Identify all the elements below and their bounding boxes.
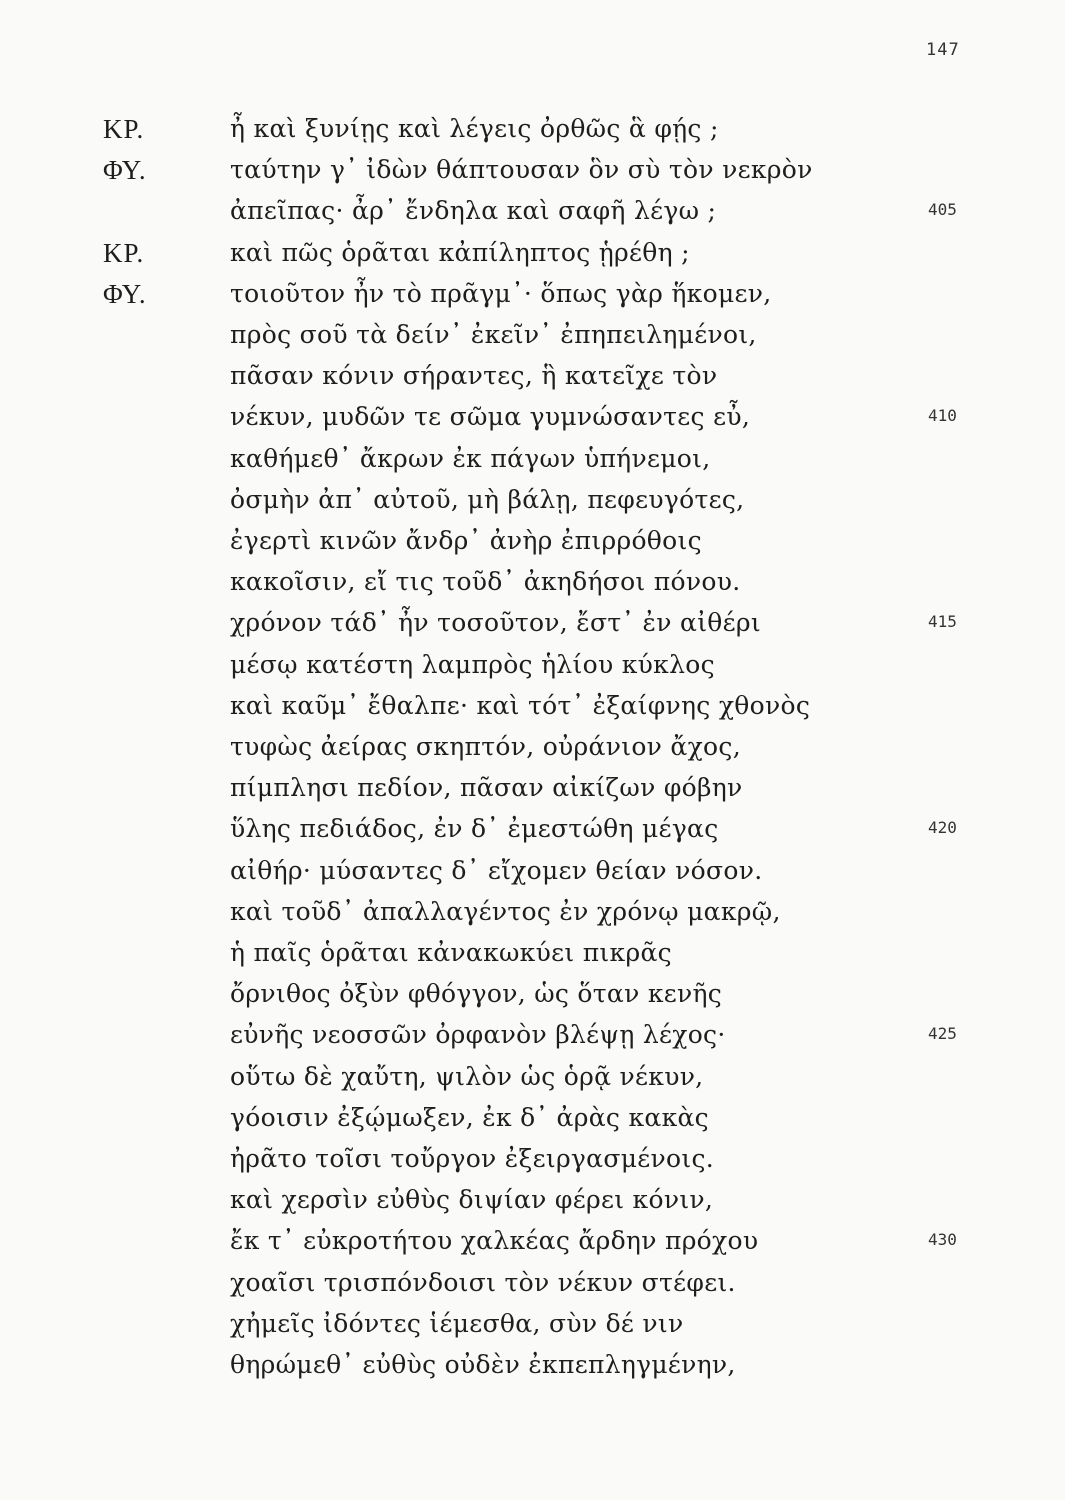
verse-text: τυφὼς ἀείρας σκηπτόν, οὐράνιον ἄχος, [230, 732, 741, 761]
line-number: 430 [928, 1230, 957, 1250]
verse-line [0, 852, 1065, 898]
verse-line [0, 1058, 1065, 1104]
verse-text: χἠμεῖς ἰδόντες ἱέμεσθα, σὺν δέ νιν [230, 1308, 684, 1338]
verse-line [0, 893, 1065, 939]
verse-text: ἔκ τ᾽ εὐκροτήτου χαλκέας ἄρδην πρόχου [230, 1226, 759, 1256]
speaker-label: ΦΥ. [103, 278, 147, 309]
verse-line [0, 398, 1065, 444]
verse-text: χοαῖσι τρισπόνδοισι τὸν νέκυν στέφει. [230, 1267, 736, 1297]
speaker-label: ΚΡ. [103, 114, 145, 144]
verse-text: μέσῳ κατέστη λαμπρὸς ἡλίου κύκλος [230, 649, 715, 679]
verse-line [0, 275, 1065, 321]
verse-text: ἦ καὶ ξυνίῃς καὶ λέγεις ὀρθῶς ἃ φῄς ; [230, 114, 719, 143]
verse-line [0, 440, 1065, 486]
verse-line [0, 522, 1065, 568]
verse-line [0, 481, 1065, 527]
verse-text: ἡ παῖς ὁρᾶται κἀνακωκύει πικρᾶς [230, 938, 672, 967]
verse-line [0, 604, 1065, 650]
verse-text: ταύτην γ᾽ ἰδὼν θάπτουσαν ὃν σὺ τὸν νεκρὸν [230, 155, 813, 185]
verse-line [0, 1181, 1065, 1227]
verse-text: ἠρᾶτο τοῖσι τοὔργον ἐξειργασμένοις. [230, 1144, 715, 1173]
verse-text: κακοῖσιν, εἴ τις τοῦδ᾽ ἀκηδήσοι πόνου. [230, 567, 741, 597]
verse-line [0, 1099, 1065, 1145]
verse-text: ἐγερτὶ κινῶν ἄνδρ᾽ ἀνὴρ ἐπιρρόθοις [230, 526, 702, 555]
verse-text: τοιοῦτον ἦν τὸ πρᾶγμ᾽· ὅπως γὰρ ἥκομεν, [230, 278, 772, 308]
verse-line [0, 151, 1065, 197]
verse-line [0, 110, 1065, 156]
verse-line [0, 357, 1065, 403]
verse-text: πρὸς σοῦ τὰ δείν᾽ ἐκεῖν᾽ ἐπηπειλημένοι, [230, 320, 757, 349]
verse-line [0, 1264, 1065, 1310]
verse-text: καὶ καῦμ᾽ ἔθαλπε· καὶ τότ᾽ ἐξαίφνης χθονὸς [230, 690, 811, 720]
verse-line [0, 234, 1065, 280]
speaker-label: ΦΥ. [103, 155, 147, 186]
verse-line [0, 1016, 1065, 1062]
verse-text: καὶ πῶς ὁρᾶται κἀπίληπτος ᾑρέθη ; [230, 237, 690, 267]
verse-line [0, 1222, 1065, 1268]
verse-text: πᾶσαν κόνιν σήραντες, ἣ κατεῖχε τὸν [230, 361, 718, 391]
line-number: 410 [928, 406, 957, 426]
line-number: 415 [928, 612, 957, 632]
line-number: 405 [928, 200, 957, 220]
verse-line [0, 1140, 1065, 1186]
verse-line [0, 563, 1065, 609]
verse-text: ἀπεῖπας· ἆρ᾽ ἔνδηλα καὶ σαφῆ λέγω ; [230, 196, 717, 226]
verse-line [0, 728, 1065, 774]
line-number: 420 [928, 818, 957, 838]
verse-text: ὄρνιθος ὀξὺν φθόγγον, ὡς ὅταν κενῆς [230, 979, 723, 1009]
verse-line [0, 810, 1065, 856]
page-number: 147 [926, 40, 960, 60]
verse-text: εὐνῆς νεοσσῶν ὀρφανὸν βλέψῃ λέχος· [230, 1020, 726, 1050]
verse-line [0, 975, 1065, 1021]
verse-text: καὶ τοῦδ᾽ ἀπαλλαγέντος ἐν χρόνῳ μακρῷ, [230, 896, 781, 926]
verse-text: οὕτω δὲ χαὔτη, ψιλὸν ὡς ὁρᾷ νέκυν, [230, 1061, 704, 1091]
verse-text: πίμπλησι πεδίον, πᾶσαν αἰκίζων φόβην [230, 773, 743, 803]
verse-text: καὶ χερσὶν εὐθὺς διψίαν φέρει κόνιν, [230, 1185, 714, 1215]
verse-line [0, 192, 1065, 238]
verse-line [0, 646, 1065, 692]
verse-text: γόοισιν ἐξῴμωξεν, ἐκ δ᾽ ἀρὰς κακὰς [230, 1102, 709, 1132]
verse-text: ὕλης πεδιάδος, ἐν δ᾽ ἐμεστώθη μέγας [230, 814, 719, 844]
verse-line [0, 316, 1065, 362]
line-number: 425 [928, 1024, 957, 1044]
verse-line [0, 1346, 1065, 1392]
verse-line [0, 934, 1065, 980]
verse-line [0, 769, 1065, 815]
verse-text: αἰθήρ· μύσαντες δ᾽ εἴχομεν θείαν νόσον. [230, 855, 763, 885]
verse-line [0, 687, 1065, 733]
verse-text: καθήμεθ᾽ ἄκρων ἐκ πάγων ὑπήνεμοι, [230, 443, 711, 473]
speaker-label: ΚΡ. [103, 237, 145, 268]
verse-text: θηρώμεθ᾽ εὐθὺς οὐδὲν ἐκπεπληγμένην, [230, 1350, 736, 1379]
verse-line [0, 1305, 1065, 1351]
verse-text: νέκυν, μυδῶν τε σῶμα γυμνώσαντες εὖ, [230, 402, 751, 432]
verse-text: χρόνον τάδ᾽ ἦν τοσοῦτον, ἔστ᾽ ἐν αἰθέρι [230, 608, 761, 638]
verse-text: ὀσμὴν ἀπ᾽ αὐτοῦ, μὴ βάλῃ, πεφευγότες, [230, 484, 745, 514]
